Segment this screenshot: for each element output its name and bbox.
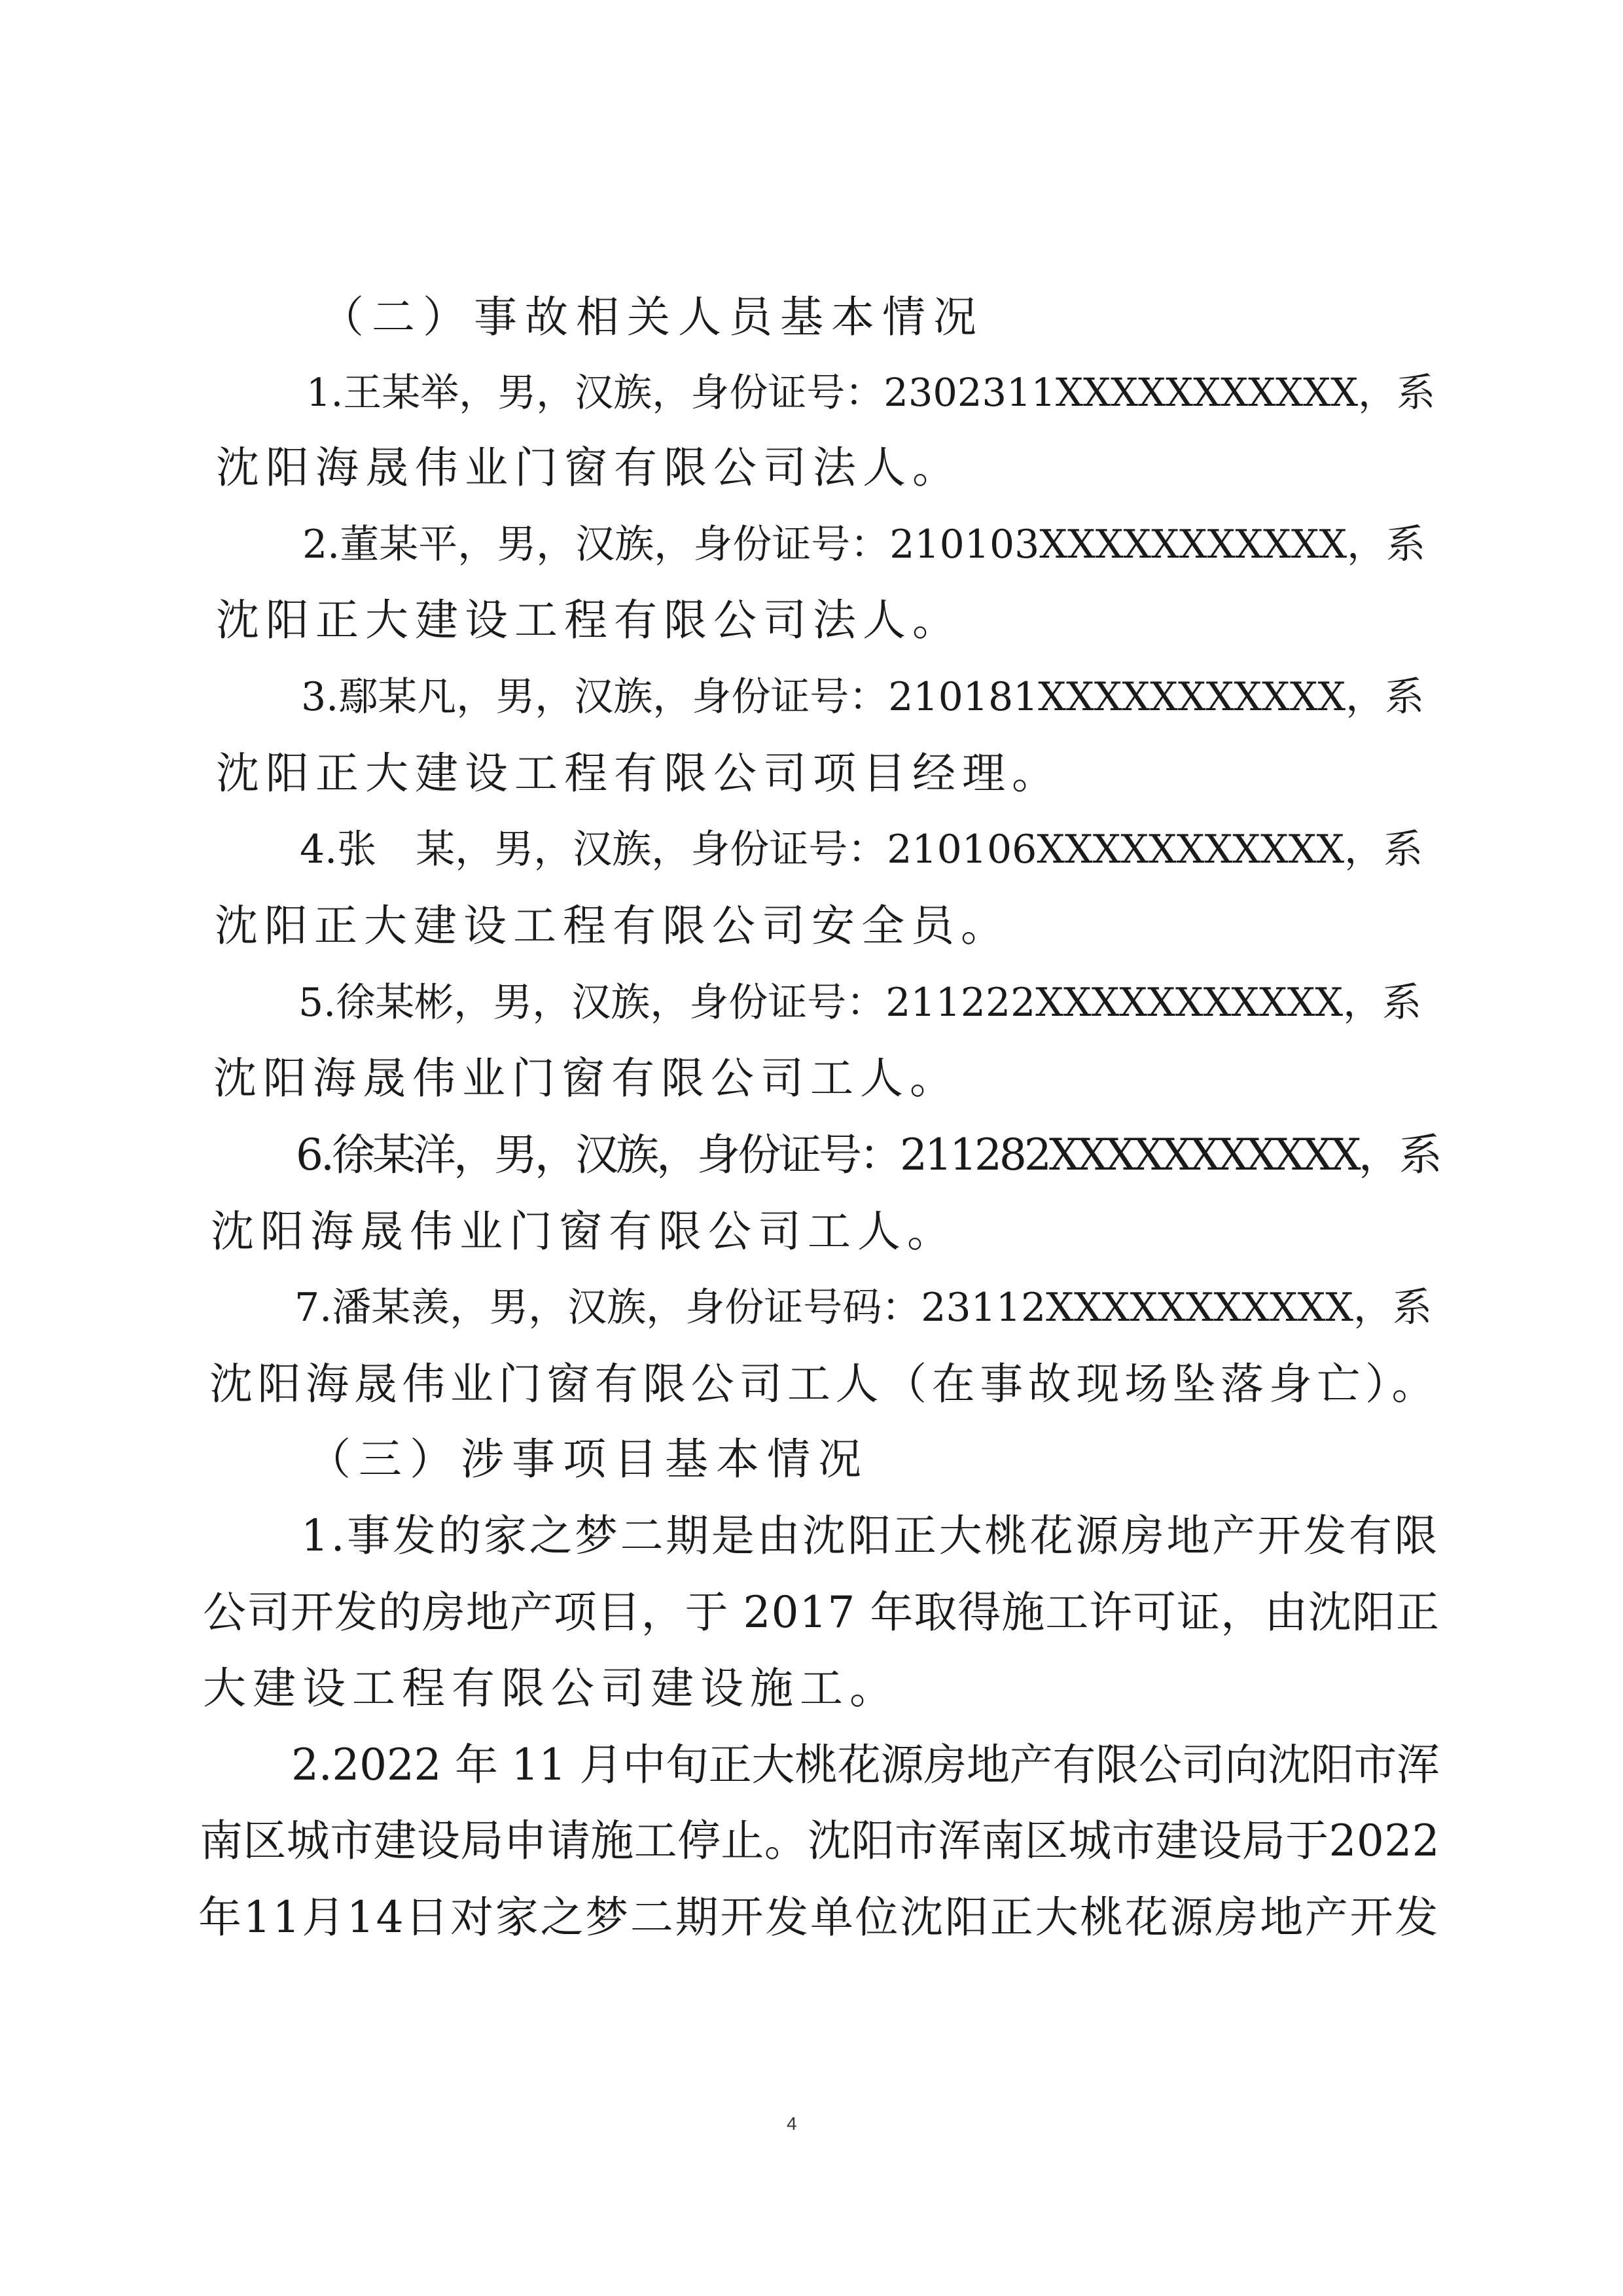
- paragraph-line: 年11月14日对家之梦二期开发单位沈阳正大桃花源房地产开发: [198, 1892, 1440, 1943]
- paragraph-line: 2.2022 年 11 月中旬正大桃花源房地产有限公司向沈阳市浑: [291, 1740, 1440, 1790]
- person-line: 沈阳正大建设工程有限公司项目经理。: [216, 748, 1061, 798]
- person-line: 6.徐某洋，男，汉族，身份证号：211282XXXXXXXXXXX，系: [296, 1130, 1440, 1180]
- section-heading: （三）涉事项目基本情况: [308, 1434, 869, 1484]
- person-line: 沈阳正大建设工程有限公司安全员。: [215, 901, 1010, 951]
- person-line: 沈阳海晟伟业门窗有限公司工人（在事故现场坠落身亡）。: [209, 1359, 1440, 1409]
- person-line: 5.徐某彬，男，汉族，身份证号：211222XXXXXXXXXXX，系: [298, 980, 1422, 1026]
- person-line: 7.潘某羡，男，汉族，身份证号码：23112XXXXXXXXXXX，系: [294, 1285, 1432, 1331]
- page-number: 4: [787, 2113, 797, 2134]
- person-line: 2.董某平，男，汉族，身份证号：210103XXXXXXXXXXX，系: [302, 522, 1426, 567]
- person-line: 1.王某举，男，汉族，身份证号：2302311XXXXXXXXXXX，系: [306, 370, 1436, 415]
- person-line: 沈阳海晟伟业门窗有限公司法人。: [216, 442, 962, 493]
- paragraph-line: 公司开发的房地产项目，于 2017 年取得施工许可证，由沈阳正: [203, 1587, 1440, 1638]
- person-line: 3.鄢某凡，男，汉族，身份证号：210181XXXXXXXXXXX，系: [301, 674, 1425, 720]
- person-line: 沈阳海晟伟业门窗有限公司工人。: [213, 1053, 959, 1103]
- paragraph-line: 南区城市建设局申请施工停止。沈阳市浑南区城市建设局于2022: [200, 1816, 1440, 1866]
- section-heading: （二）事故相关人员基本情况: [321, 292, 984, 342]
- person-line: 沈阳正大建设工程有限公司法人。: [216, 595, 962, 645]
- paragraph-line: 大建设工程有限公司建设施工。: [203, 1663, 899, 1713]
- person-line: 4.张 某，男，汉族，身份证号：210106XXXXXXXXXXX，系: [300, 827, 1423, 872]
- person-line: 沈阳海晟伟业门窗有限公司工人。: [211, 1206, 957, 1257]
- paragraph-line: 1.事发的家之梦二期是由沈阳正大桃花源房地产开发有限: [301, 1511, 1440, 1561]
